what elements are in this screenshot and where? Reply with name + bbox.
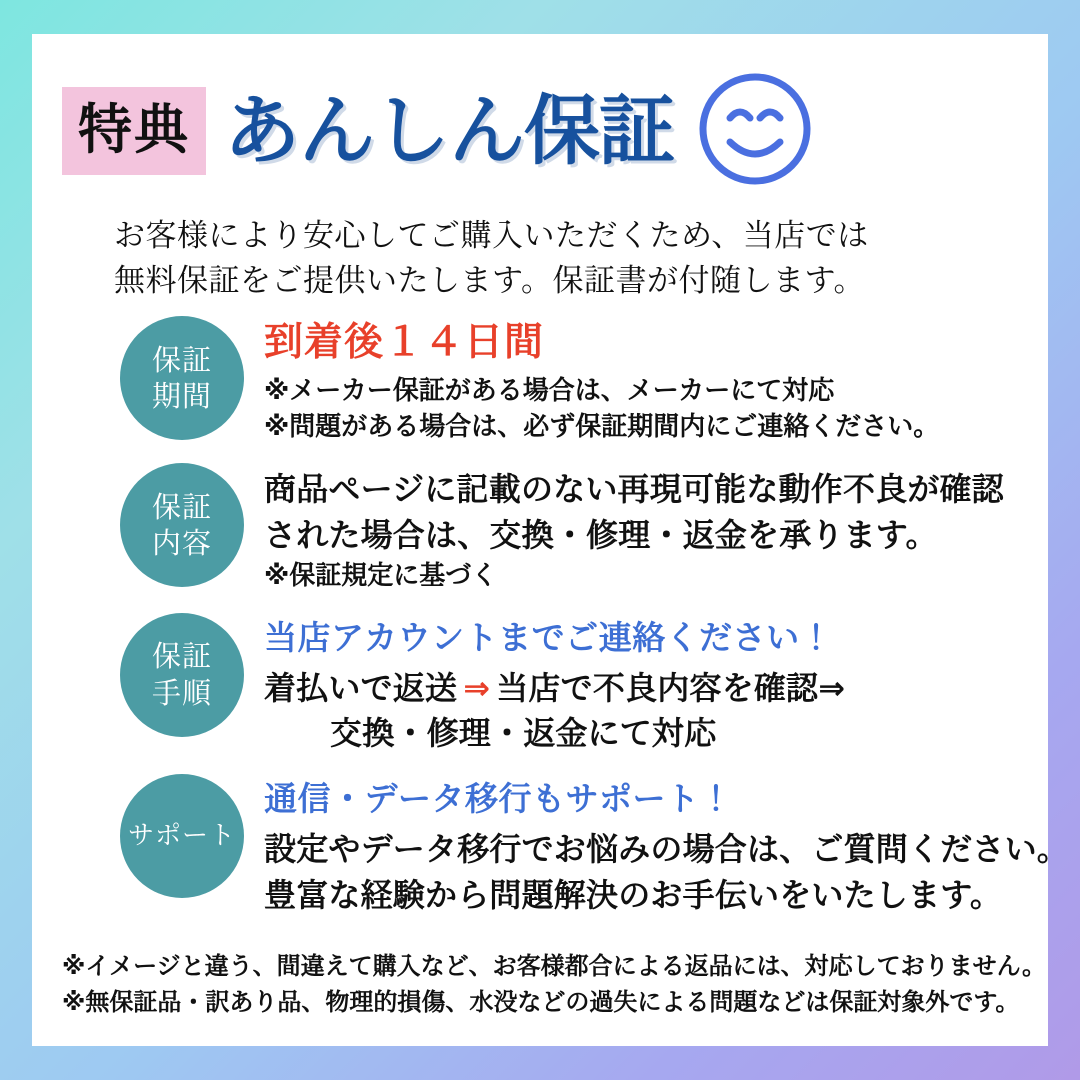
section-label-line-1: 保証: [151, 639, 212, 674]
footer-note-1: ※イメージと違う、間違えて購入など、お客様都合による返品には、対応しておりません。: [62, 952, 1047, 980]
section-body: [264, 774, 1069, 918]
section-note-1: ※メーカー保証がある場合は、メーカーにて対応: [264, 375, 835, 406]
section-body-line-1: 設定やデータ移行でお悩みの場合は、ご質問ください。: [264, 830, 1070, 869]
intro-text: [114, 214, 1018, 304]
page-title: あんしん保証: [224, 86, 674, 175]
section-label-line-1: 保証: [151, 490, 212, 525]
section-label-line-1: 保証: [151, 342, 212, 377]
section-lead: 到着後１４日間: [264, 319, 545, 365]
intro-line-1: お客様により安心してご購入いただくため、当店では: [114, 218, 869, 254]
intro-line-2: 無料保証をご提供いたします。保証書が付随します。: [114, 262, 866, 299]
footer-notes: [62, 948, 1047, 1020]
guarantee-card: [32, 34, 1070, 1046]
section-support: [62, 774, 1070, 918]
section-note-2: ※問題がある場合は、必ず保証期間内にご連絡ください。: [264, 412, 940, 443]
smiley-face-icon: [696, 70, 814, 192]
procedure-step-3: 交換・修理・返金にて対応: [330, 714, 717, 753]
procedure-step-1: 着払いで返送: [264, 668, 458, 707]
section-label-line-1: サポート: [127, 821, 236, 852]
footer-note-2: ※無保証品・訳あり品、物理的損傷、水没などの過失による問題などは保証対象外です。: [62, 988, 1020, 1016]
section-warranty-period: [62, 316, 1018, 446]
section-label-line-2: 期間: [151, 378, 212, 413]
section-body: [264, 316, 1018, 446]
section-warranty-coverage: [62, 463, 1018, 594]
section-label-line-2: 内容: [151, 526, 212, 561]
procedure-flow-line-1: [264, 666, 1018, 711]
section-lead: 通信・データ移行もサポート！: [264, 779, 733, 819]
section-body-line-2: 豊富な経験から問題解決のお手伝いをいたします。: [264, 875, 1003, 914]
arrow-right-icon: ⇒: [463, 668, 491, 707]
section-label-badge: [120, 463, 244, 587]
section-body-line-1: 商品ページに記載のない再現可能な動作不良が確認: [264, 470, 1004, 509]
section-label-line-2: 手順: [151, 675, 212, 710]
section-body: [264, 613, 1018, 757]
section-note-1: ※保証規定に基づく: [264, 561, 498, 592]
section-body-line-2: された場合は、交換・修理・返金を承ります。: [264, 515, 938, 554]
procedure-step-2: 当店で不良内容を確認⇒: [496, 668, 846, 707]
header: [62, 70, 1018, 192]
section-body: [264, 463, 1018, 594]
section-lead: 当店アカウントまでご連絡ください！: [264, 617, 834, 657]
section-warranty-procedure: [62, 613, 1018, 757]
section-list: [62, 316, 1070, 918]
section-label-badge: [120, 774, 244, 898]
section-label-badge: [120, 613, 244, 737]
section-label-badge: [120, 316, 244, 440]
benefit-badge: 特典: [62, 87, 206, 175]
